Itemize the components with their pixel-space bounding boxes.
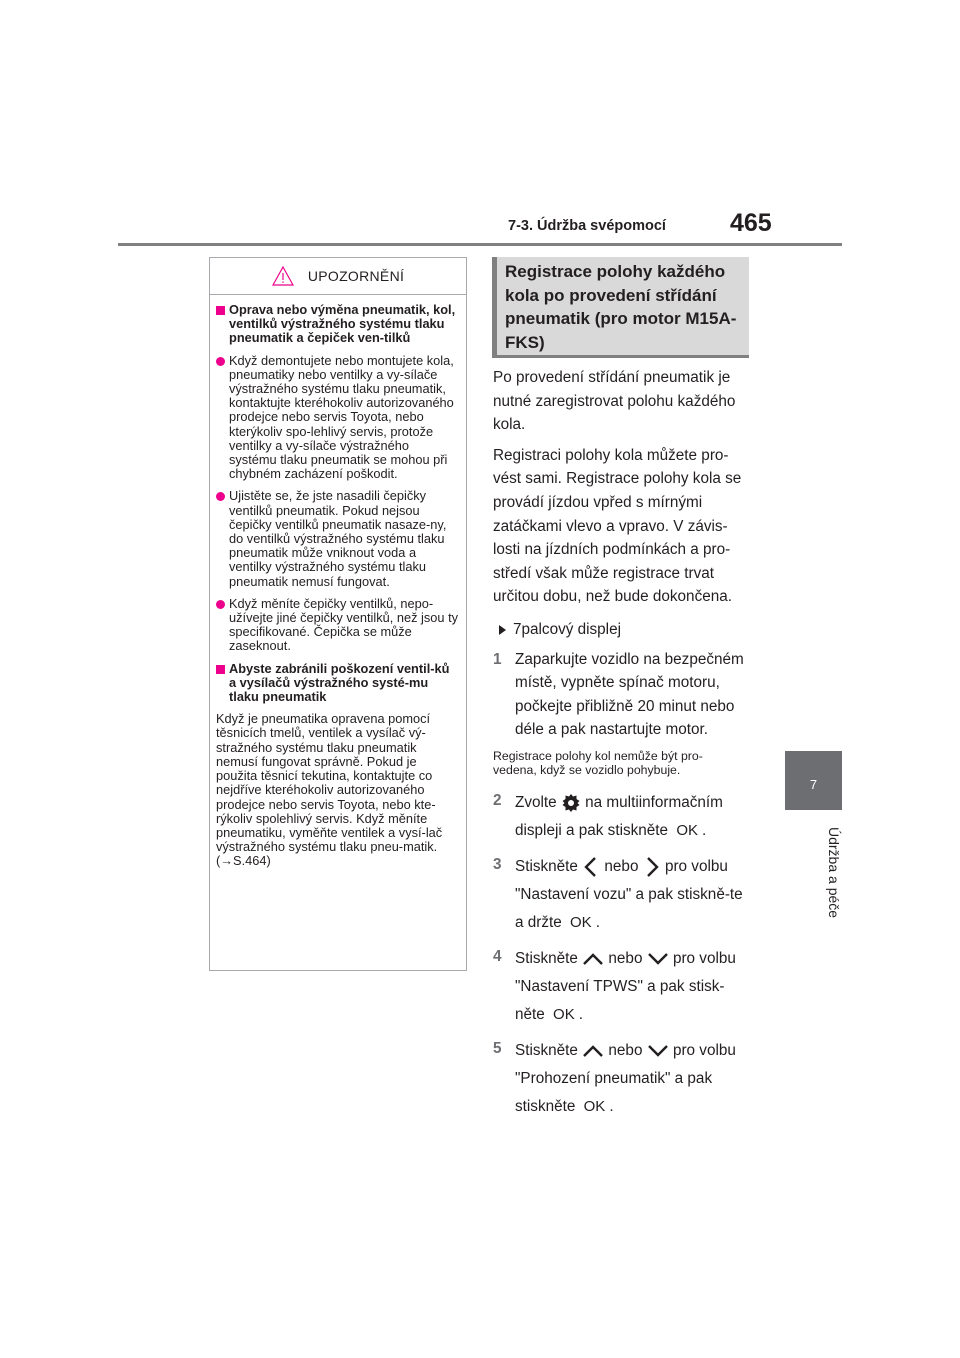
warning-item: Když demontujete nebo montujete kola, pneumatiky nebo ventilky a vy-sílače výstražného systému tlaku pneumatik, kontaktujte kteréhokoliv autorizovaného prodejce nebo servis Toyota, nebo kterýkoliv spo-lehlivý servis, protože ventilky a vy-sílače výstražného systému tlaku pneumatik se mohou při chybném zacházení poškodit. xyxy=(216,354,460,482)
ok-button-label: OK xyxy=(553,1006,575,1024)
gear-icon xyxy=(561,793,581,813)
step-item: 5 Stiskněte nebo pro volbu "Prohození pneumatik" a pak stiskněte OK . xyxy=(493,1037,745,1121)
chapter-tab xyxy=(785,751,842,810)
section-title: Registrace polohy každého kola po provedení střídání pneumatik (pro motor M15A-FKS) xyxy=(505,262,737,352)
section-heading: 7-3. Údržba svépomocí xyxy=(508,218,666,234)
warning-paragraph: Když je pneumatika opravena pomocí těsnicích tmelů, ventilek a vysílač vý-stražného systému tlaku pneumatik nemusí fungovat správně. Pokud je použita těsnicí tekutina, kontaktujte co nejdříve kteréhokoliv autorizovaného prodejce nebo servis Toyota, nebo kte-rýkoliv spolehlivý servis. Když měníte pneumatiku, vyměňte ventilek a vysí-lač výstražného systému tlaku pneu-matik. (→S.464) xyxy=(216,711,443,869)
ok-button-label: OK xyxy=(676,822,698,840)
intro-paragraph: Registraci polohy kola můžete pro-vést sami. Registrace polohy kola se provádí jízdou vpřed s mírnými zatáčkami vlevo a vpravo. V závis-losti na jízdních podmínkách a pro-středí však může registrace trvat určitou dobu, než bude dokončena. xyxy=(493,446,742,606)
step-item: 4 Stiskněte nebo pro volbu "Nastavení TPWS" a pak stisk-něte OK . xyxy=(493,945,745,1029)
chevron-up-icon xyxy=(582,1044,604,1058)
warning-item: Ujistěte se, že jste nasadili čepičky ventilků pneumatik. Pokud nejsou čepičky ventilků pneumatik nasaze-ny, do ventilků výstražného systému tlaku pneumatik může vniknout voda a ventilky výstražného systému tlaku pneumatik nemusí fungovat. xyxy=(216,489,460,588)
display-type-line xyxy=(493,618,745,642)
ok-button-label: OK xyxy=(570,914,592,932)
intro-paragraph: Po provedení střídání pneumatik je nutné zaregistrovat polohu každého kola. xyxy=(493,369,736,434)
triangle-bullet-icon xyxy=(499,625,506,635)
step-item: 1 Zaparkujte vozidlo na bezpečném místě, vypněte spínač motoru, počkejte přibližně 20 minut nebo déle a pak nastartujte motor. xyxy=(493,650,744,739)
chevron-right-icon xyxy=(643,856,661,878)
chevron-down-icon xyxy=(647,1044,669,1058)
warning-block-heading: Abyste zabránili poškození ventil-ků a vysílačů výstražného systé-mu tlaku pneumatik xyxy=(216,662,460,705)
step-note: Registrace polohy kol nemůže být pro-vedena, když se vozidlo pohybuje. xyxy=(493,748,703,777)
warning-block-heading: Oprava nebo výměna pneumatik, kol, ventilků výstražného systému tlaku pneumatik a čepiček ven-tilků xyxy=(216,303,460,346)
chapter-label: Údržba a péče xyxy=(826,827,842,919)
step-item: 2 Zvolte na multiinformačním displeji a pak stiskněte OK . xyxy=(493,789,745,845)
section-title-box xyxy=(492,257,749,358)
warning-item: Když měníte čepičky ventilků, nepo-užívejte jiné čepičky ventilků, než jsou ty specifikované. Čepička se může zaseknout. xyxy=(216,597,460,654)
square-bullet-icon xyxy=(216,665,225,674)
chevron-down-icon xyxy=(647,952,669,966)
square-bullet-icon xyxy=(216,306,225,315)
page-number: 465 xyxy=(730,209,772,237)
chevron-up-icon xyxy=(582,952,604,966)
dot-bullet-icon xyxy=(216,357,225,366)
step-item: 3 Stiskněte nebo pro volbu "Nastavení vozu" a pak stiskně-te a držte OK . xyxy=(493,853,745,937)
warning-header xyxy=(210,258,466,295)
main-column xyxy=(493,366,745,1129)
ok-button-label: OK xyxy=(583,1098,606,1116)
dot-bullet-icon xyxy=(216,600,225,609)
warning-title: UPOZORNĚNÍ xyxy=(307,268,405,284)
dot-bullet-icon xyxy=(216,492,225,501)
chapter-number: 7 xyxy=(809,777,818,792)
section-title-bar xyxy=(492,257,497,355)
display-type: 7palcový displej xyxy=(513,620,621,638)
chevron-left-icon xyxy=(582,856,600,878)
warning-box xyxy=(209,257,467,971)
header-rule xyxy=(118,243,842,246)
warning-triangle-icon xyxy=(272,266,294,286)
